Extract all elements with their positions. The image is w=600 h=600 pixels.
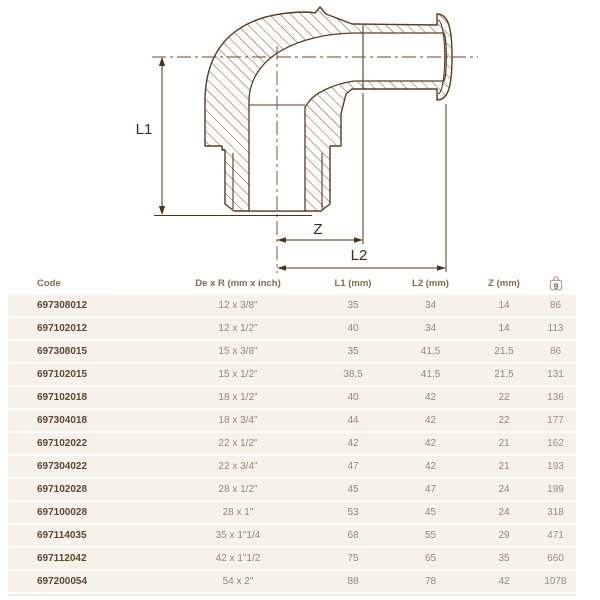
cell-dexr: 22 x 1/2" xyxy=(218,438,258,449)
cell-l1: 35 xyxy=(347,346,359,357)
cell-l1: 42 xyxy=(347,438,359,449)
cell-w: 318 xyxy=(547,507,564,518)
cell-dexr: 12 x 3/8" xyxy=(218,300,258,311)
cell-l1: 44 xyxy=(347,415,359,426)
dim-label-z: Z xyxy=(313,221,323,238)
cell-l1: 35 xyxy=(347,300,359,311)
table-row xyxy=(8,479,576,500)
cell-l2: 42 xyxy=(424,415,437,426)
cell-l2: 42 xyxy=(424,392,437,403)
header-l1: L1 (mm) xyxy=(334,277,372,289)
cell-z: 29 xyxy=(498,530,510,541)
cell-l1: 38,5 xyxy=(343,369,363,380)
cell-l2: 41,5 xyxy=(420,369,441,380)
cell-code: 697102018 xyxy=(37,392,88,403)
cell-dexr: 54 x 2" xyxy=(222,576,254,587)
cell-z: 21,5 xyxy=(494,346,514,357)
cell-l2: 55 xyxy=(424,530,437,541)
cell-code: 697308012 xyxy=(37,300,88,311)
cell-dexr: 28 x 1/2" xyxy=(218,484,258,495)
table-row xyxy=(8,318,576,339)
cell-l1: 40 xyxy=(347,323,359,334)
header-dexr: De x R (mm x inch) xyxy=(195,277,281,289)
cell-z: 21,5 xyxy=(494,369,514,380)
spec-table xyxy=(8,273,576,596)
cell-w: 199 xyxy=(547,484,564,495)
cell-dexr: 22 x 3/4" xyxy=(218,461,258,472)
dim-label-l1: L1 xyxy=(135,121,153,138)
cell-w: 86 xyxy=(549,346,562,357)
cell-code: 697112042 xyxy=(37,553,87,564)
cell-z: 21 xyxy=(498,461,510,472)
cell-code: 697200054 xyxy=(37,576,88,587)
cell-l2: 34 xyxy=(424,323,437,334)
cell-l1: 45 xyxy=(347,484,359,495)
cell-l1: 53 xyxy=(347,507,359,518)
cell-code: 697102022 xyxy=(37,438,88,449)
cell-w: 162 xyxy=(547,438,564,449)
cell-l1: 40 xyxy=(347,392,359,403)
cell-code: 697304018 xyxy=(37,415,88,426)
cell-l1: 88 xyxy=(347,576,359,587)
cell-l2: 41,5 xyxy=(420,346,441,357)
cell-l2: 65 xyxy=(424,553,437,564)
weight-grams-icon xyxy=(549,276,563,291)
cell-code: 697308015 xyxy=(37,346,88,357)
cell-z: 14 xyxy=(498,300,510,311)
header-l2: L2 (mm) xyxy=(412,277,449,289)
cell-code: 697304022 xyxy=(37,461,88,472)
table-rows xyxy=(8,295,576,592)
table-row xyxy=(8,433,576,454)
cell-w: 113 xyxy=(547,323,564,334)
table-row xyxy=(8,295,576,316)
cell-dexr: 42 x 1"1/2 xyxy=(215,553,261,564)
cell-z: 22 xyxy=(498,415,510,426)
cell-z: 42 xyxy=(498,576,510,587)
cell-l1: 47 xyxy=(347,461,359,472)
dim-label-l2: L2 xyxy=(350,247,368,264)
cell-w: 193 xyxy=(547,461,564,472)
cell-code: 697102015 xyxy=(37,369,88,380)
table-row xyxy=(8,548,576,569)
table-row xyxy=(8,364,576,385)
cell-code: 697114035 xyxy=(37,530,87,541)
cell-l1: 75 xyxy=(347,553,359,564)
cell-code: 697102028 xyxy=(37,484,88,495)
table-row xyxy=(8,502,576,523)
cell-l2: 78 xyxy=(424,576,437,587)
cell-z: 14 xyxy=(498,323,510,334)
cell-w: 1078 xyxy=(544,576,567,587)
cell-w: 177 xyxy=(547,415,564,426)
cell-dexr: 28 x 1" xyxy=(222,507,254,518)
table-row xyxy=(8,341,576,362)
cell-dexr: 15 x 3/8" xyxy=(218,346,258,357)
table-row xyxy=(8,456,576,477)
cell-dexr: 18 x 1/2" xyxy=(218,392,258,403)
header-weight xyxy=(535,276,576,291)
cell-w: 86 xyxy=(549,300,562,311)
cell-l2: 42 xyxy=(424,438,437,449)
cell-dexr: 35 x 1"1/4 xyxy=(215,530,261,541)
cell-w: 131 xyxy=(547,369,564,380)
table-row xyxy=(8,571,576,592)
elbow-fitting-drawing xyxy=(0,0,600,274)
cell-l2: 42 xyxy=(424,461,437,472)
cell-l2: 47 xyxy=(424,484,437,495)
cell-dexr: 12 x 1/2" xyxy=(218,323,258,334)
fitting-body xyxy=(205,7,452,211)
cell-z: 22 xyxy=(498,392,510,403)
cell-z: 21 xyxy=(498,438,510,449)
svg-text:g: g xyxy=(553,280,558,290)
cell-w: 471 xyxy=(547,530,564,541)
cell-z: 24 xyxy=(498,484,510,495)
cell-w: 660 xyxy=(547,553,564,564)
table-row xyxy=(8,387,576,408)
cell-l2: 45 xyxy=(424,507,437,518)
table-row xyxy=(8,525,576,546)
cell-dexr: 18 x 3/4" xyxy=(218,415,258,426)
cell-code: 697102012 xyxy=(37,323,88,334)
header-z: Z (mm) xyxy=(488,277,520,289)
cell-l2: 34 xyxy=(424,300,437,311)
header-code: Code xyxy=(37,277,61,289)
cell-z: 24 xyxy=(498,507,510,518)
cell-dexr: 15 x 1/2" xyxy=(218,369,258,380)
table-header-row xyxy=(8,273,576,293)
table-bottom-divider xyxy=(8,594,576,596)
cell-l1: 68 xyxy=(347,530,359,541)
cell-code: 697100028 xyxy=(37,507,88,518)
cell-z: 35 xyxy=(498,553,510,564)
cell-w: 136 xyxy=(547,392,564,403)
table-row xyxy=(8,410,576,431)
